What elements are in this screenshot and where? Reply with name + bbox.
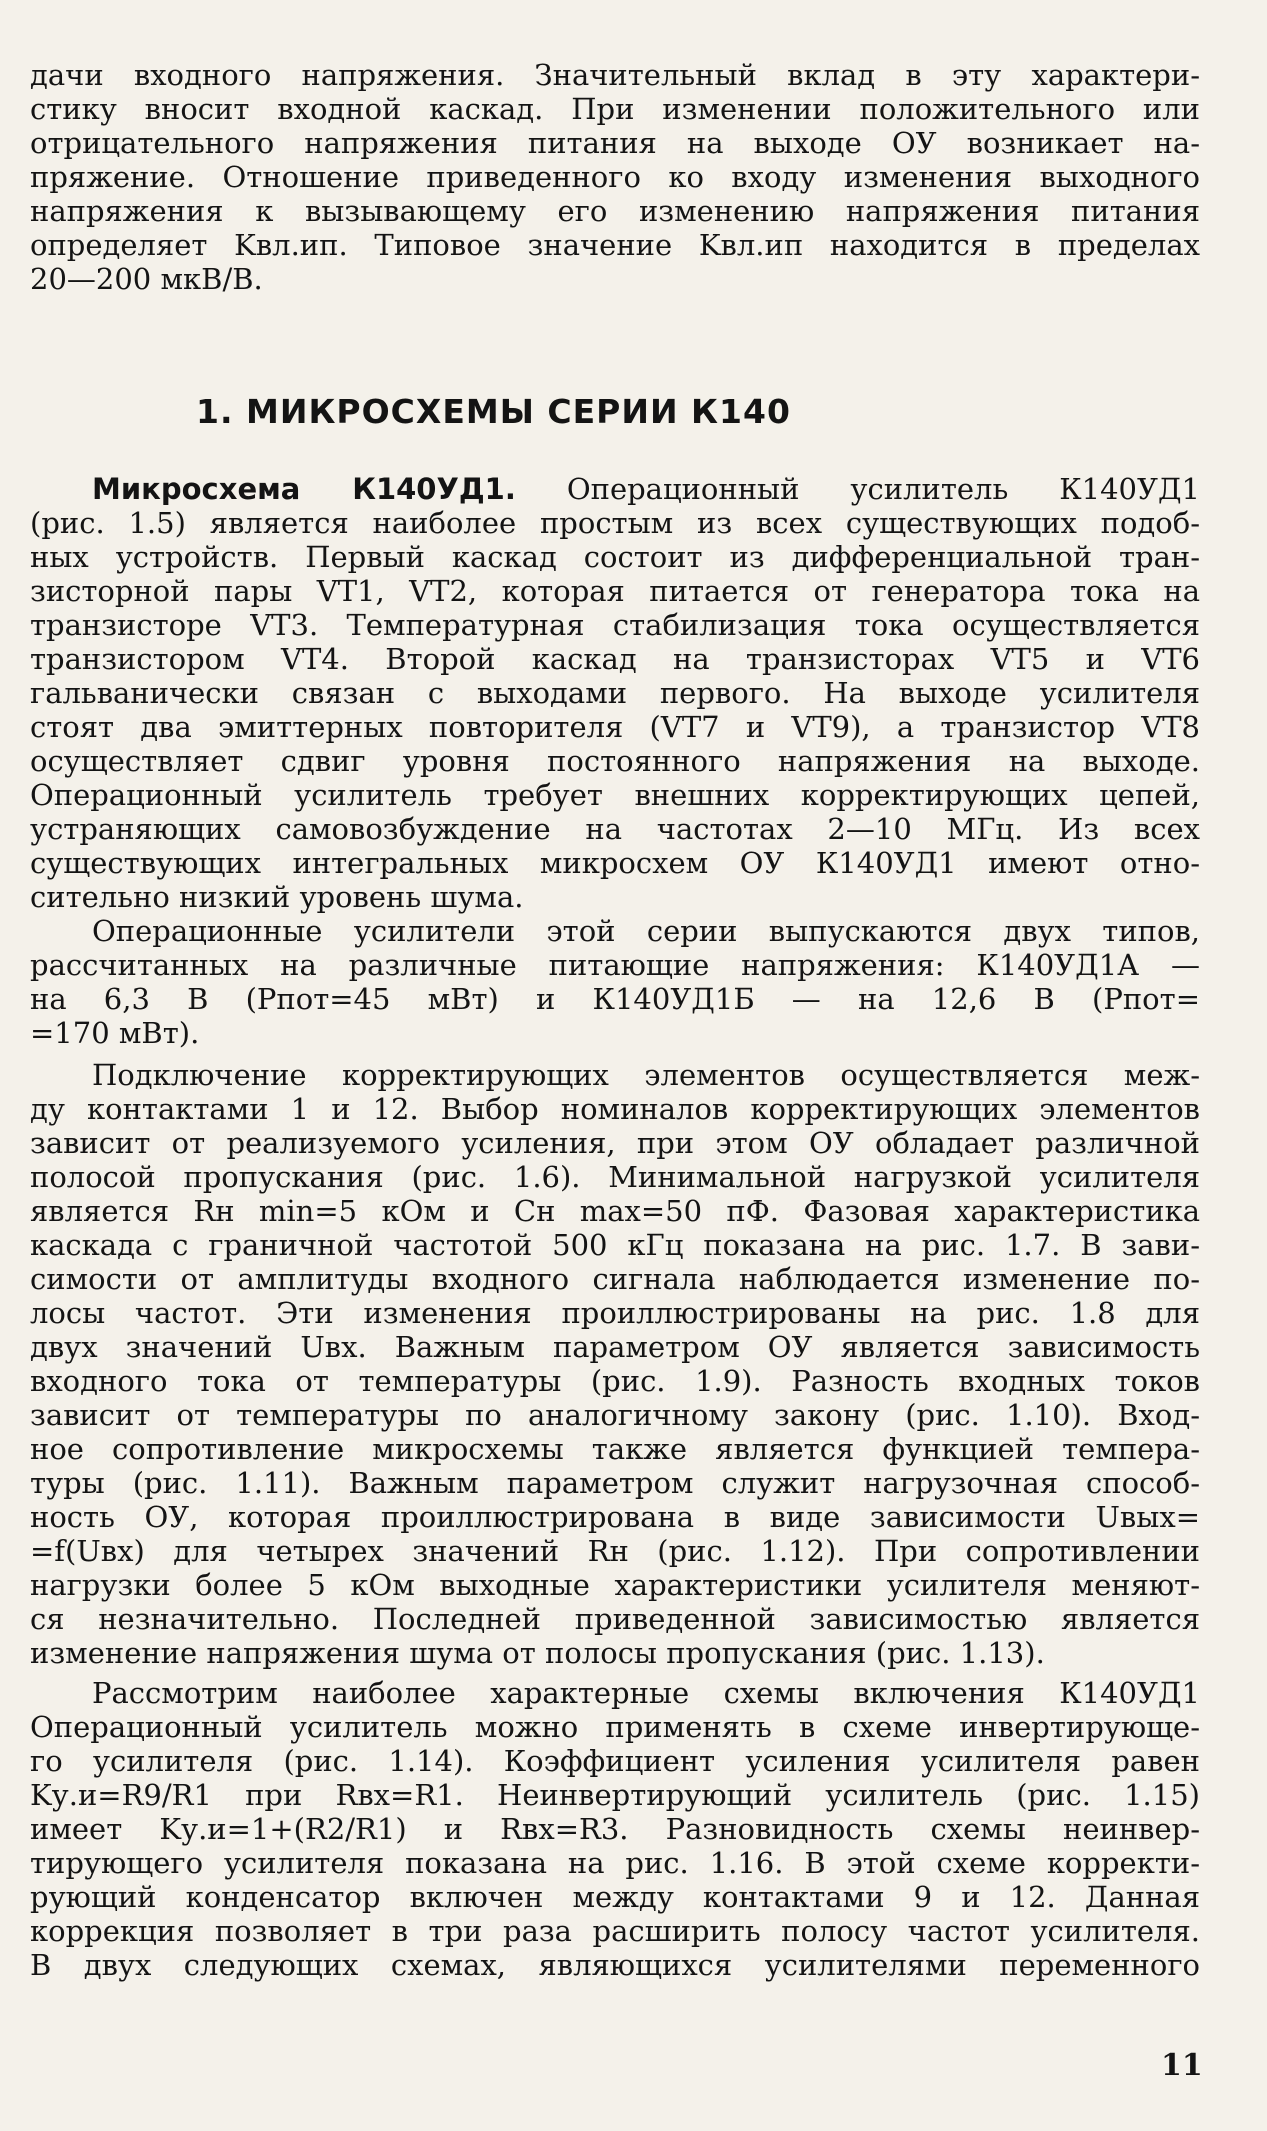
text-line: зисторной пары VT1, VT2, которая питается от генератора тока на bbox=[30, 574, 1200, 608]
text-line: каскада с граничной частотой 500 кГц показана на рис. 1.7. В зави- bbox=[30, 1228, 1200, 1262]
text-line: туры (рис. 1.11). Важным параметром служит нагрузочная способ- bbox=[30, 1466, 1200, 1500]
text-line: существующих интегральных микросхем ОУ К140УД1 имеют отно- bbox=[30, 846, 1200, 880]
text-line: В двух следующих схемах, являющихся усилителями переменного bbox=[30, 1948, 1200, 1982]
text-line: лосы частот. Эти изменения проиллюстрированы на рис. 1.8 для bbox=[30, 1296, 1200, 1330]
text-line: Рассмотрим наиболее характерные схемы включения К140УД1 bbox=[92, 1676, 1200, 1710]
text-line: рующий конденсатор включен между контактами 9 и 12. Данная bbox=[30, 1880, 1200, 1914]
text-line: ных устройств. Первый каскад состоит из дифференциальной тран- bbox=[30, 540, 1200, 574]
text-line: на 6,3 В (Pпот=45 мВт) и К140УД1Б — на 12,6 В (Pпот= bbox=[30, 982, 1200, 1016]
text-line: напряжения к вызывающему его изменению напряжения питания bbox=[30, 194, 1200, 228]
text-line: изменение напряжения шума от полосы пропускания (рис. 1.13). bbox=[30, 1636, 1045, 1670]
text-line: Операционный усилитель можно применять в схеме инвертирующе- bbox=[30, 1710, 1200, 1744]
text-line: дачи входного напряжения. Значительный вклад в эту характери- bbox=[30, 58, 1200, 92]
text-line: входного тока от температуры (рис. 1.9). Разность входных токов bbox=[30, 1364, 1200, 1398]
text-line: транзистором VT4. Второй каскад на транзисторах VT5 и VT6 bbox=[30, 642, 1200, 676]
text-line: Операционный усилитель требует внешних корректирующих цепей, bbox=[30, 778, 1200, 812]
text-line: ду контактами 1 и 12. Выбор номиналов корректирующих элементов bbox=[30, 1092, 1200, 1126]
text-line: отрицательного напряжения питания на выходе ОУ возникает на- bbox=[30, 126, 1200, 160]
run-in-title: Микросхема К140УД1. bbox=[92, 472, 516, 506]
text-line: нагрузки более 5 кОм выходные характеристики усилителя меняют- bbox=[30, 1568, 1200, 1602]
text-line: Подключение корректирующих элементов осуществляется меж- bbox=[92, 1058, 1200, 1092]
text-line: ся незначительно. Последней приведенной зависимостью является bbox=[30, 1602, 1200, 1636]
text-line: =f(Uвх) для четырех значений Rн (рис. 1.12). При сопротивлении bbox=[30, 1534, 1200, 1568]
text-line: транзисторе VT3. Температурная стабилизация тока осуществляется bbox=[30, 608, 1200, 642]
text-line: зависит от температуры по аналогичному закону (рис. 1.10). Вход- bbox=[30, 1398, 1200, 1432]
text-line: определяет Kвл.ип. Типовое значение Kвл.ип находится в пределах bbox=[30, 228, 1200, 262]
text-line: =170 мВт). bbox=[30, 1016, 200, 1050]
text-line: гальванически связан с выходами первого. На выходе усилителя bbox=[30, 676, 1200, 710]
text-line: стику вносит входной каскад. При изменении положительного или bbox=[30, 92, 1200, 126]
text-line: полосой пропускания (рис. 1.6). Минимальной нагрузкой усилителя bbox=[30, 1160, 1200, 1194]
text-line: устраняющих самовозбуждение на частотах 2—10 МГц. Из всех bbox=[30, 812, 1200, 846]
text-line: коррекция позволяет в три раза расширить полосу частот усилителя. bbox=[30, 1914, 1200, 1948]
text-line: имеет Kу.и=1+(R2/R1) и Rвх=R3. Разновидность схемы неинвер- bbox=[30, 1812, 1200, 1846]
text-line: пряжение. Отношение приведенного ко входу изменения выходного bbox=[30, 160, 1200, 194]
text-line: осуществляет сдвиг уровня постоянного напряжения на выходе. bbox=[30, 744, 1200, 778]
text-line bbox=[92, 472, 1200, 506]
text-line: ность ОУ, которая проиллюстрирована в виде зависимости Uвых= bbox=[30, 1500, 1200, 1534]
text-line: го усилителя (рис. 1.14). Коэффициент усиления усилителя равен bbox=[30, 1744, 1200, 1778]
text-line: двух значений Uвх. Важным параметром ОУ является зависимость bbox=[30, 1330, 1200, 1364]
text-span: Операционный усилитель К140УД1 bbox=[515, 472, 1200, 506]
text-line: (рис. 1.5) является наиболее простым из всех существующих подоб- bbox=[30, 506, 1200, 540]
text-line: стоят два эмиттерных повторителя (VT7 и VT9), а транзистор VT8 bbox=[30, 710, 1200, 744]
page-number: 11 bbox=[1161, 2048, 1203, 2083]
text-line: рассчитанных на различные питающие напряжения: К140УД1А — bbox=[30, 948, 1200, 982]
text-line: является Rн min=5 кОм и Cн max=50 пФ. Фазовая характеристика bbox=[30, 1194, 1200, 1228]
text-line: тирующего усилителя показана на рис. 1.16. В этой схеме корректи- bbox=[30, 1846, 1200, 1880]
text-line: зависит от реализуемого усиления, при этом ОУ обладает различной bbox=[30, 1126, 1200, 1160]
text-line: 20—200 мкВ/В. bbox=[30, 262, 263, 296]
text-line: симости от амплитуды входного сигнала наблюдается изменение по- bbox=[30, 1262, 1200, 1296]
text-line: ное сопротивление микросхемы также является функцией темпера- bbox=[30, 1432, 1200, 1466]
text-line: Операционные усилители этой серии выпускаются двух типов, bbox=[92, 914, 1200, 948]
text-line: Kу.и=R9/R1 при Rвх=R1. Неинвертирующий усилитель (рис. 1.15) bbox=[30, 1778, 1200, 1812]
text-line: сительно низкий уровень шума. bbox=[30, 880, 524, 914]
section-heading: 1. МИКРОСХЕМЫ СЕРИИ К140 bbox=[196, 392, 791, 431]
